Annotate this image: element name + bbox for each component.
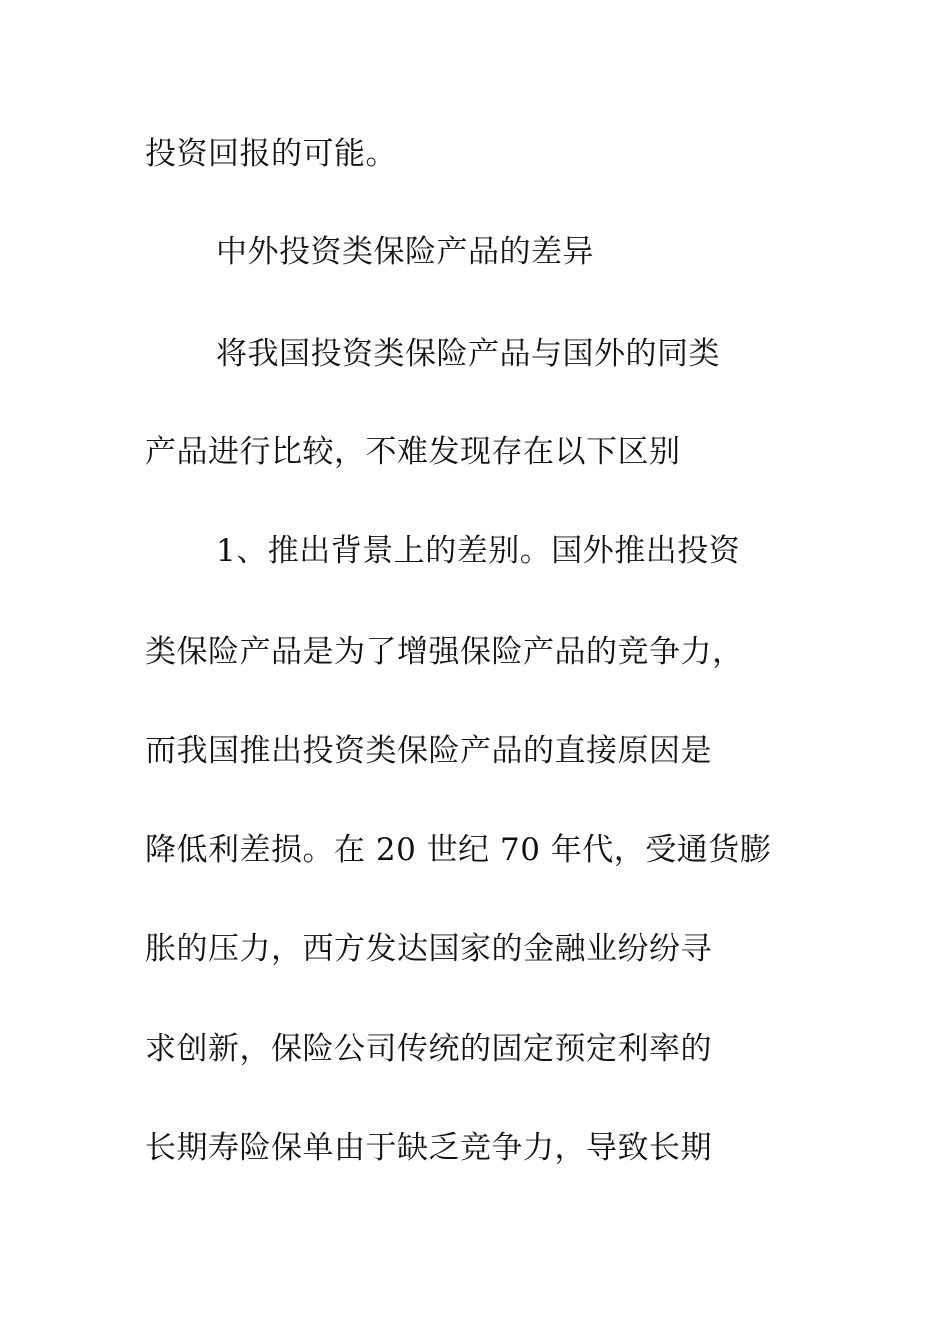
text-line-10: 求创新，保险公司传统的固定预定利率的: [145, 1031, 712, 1067]
text-line-1: 投资回报的可能。: [145, 136, 397, 172]
text-line-3: 将我国投资类保险产品与国外的同类: [216, 336, 720, 372]
text-line-7: 而我国推出投资类保险产品的直接原因是: [145, 733, 712, 769]
text-line-6: 类保险产品是为了增强保险产品的竞争力，: [145, 634, 744, 670]
text-line-11: 长期寿险保单由于缺乏竞争力，导致长期: [145, 1130, 712, 1166]
text-line-8: 降低利差损。在 20 世纪 70 年代，受通货膨: [145, 832, 772, 868]
text-line-4: 产品进行比较，不难发现存在以下区别: [145, 434, 681, 470]
text-line-9: 胀的压力，西方发达国家的金融业纷纷寻: [145, 931, 712, 967]
text-line-5: 1、推出背景上的差别。国外推出投资: [216, 533, 741, 569]
section-heading: 中外投资类保险产品的差异: [216, 234, 594, 270]
